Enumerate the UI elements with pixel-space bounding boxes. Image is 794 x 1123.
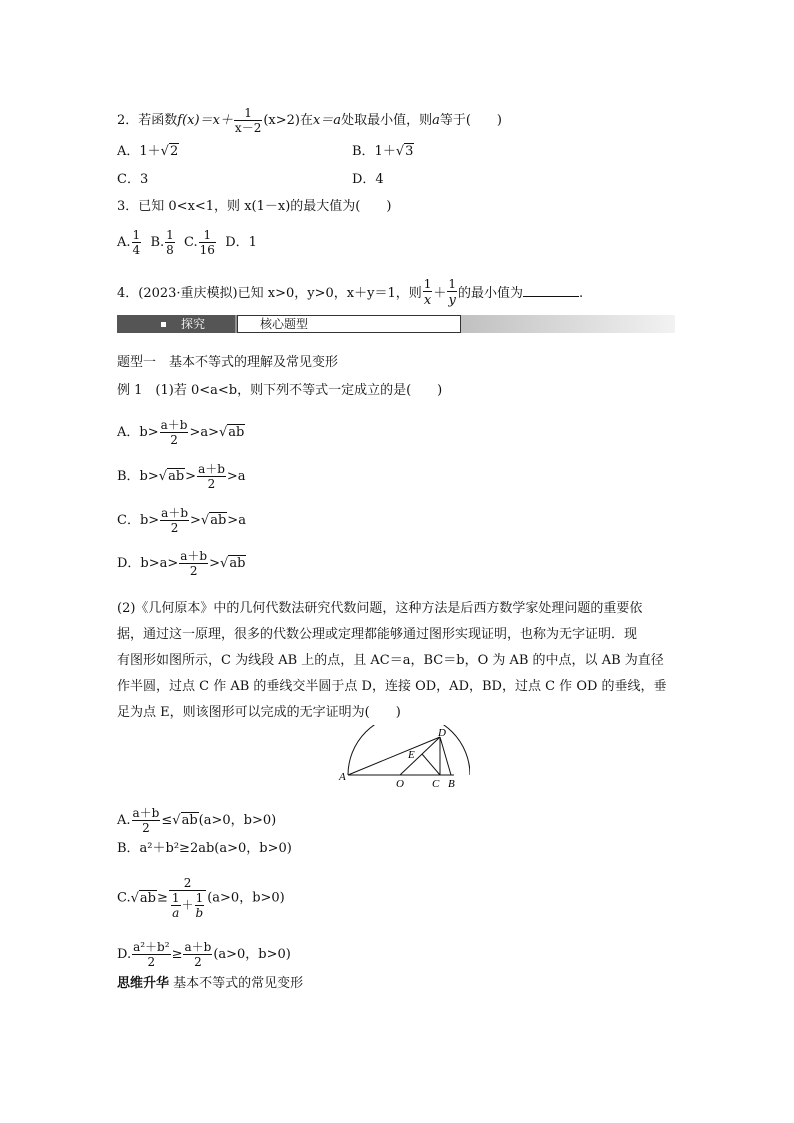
label-e: E — [408, 749, 415, 761]
q2-fraction: $\frac{1}{x-2}$ — [234, 106, 262, 135]
ex1-option-c: C．b> $\frac{a+b}{2}$ >√ab>a — [117, 506, 246, 535]
banner-title-box: 核心题型 — [237, 315, 461, 333]
ex1-2-option-a: A. $\frac{a+b}{2}$ ≤√ab(a>0，b>0) — [117, 806, 277, 835]
segment-ad — [348, 737, 440, 775]
ex1-2-line3: 有图形如图所示，C 为线段 AB 上的点，且 AC＝a，BC＝b，O 为 AB 的中点，以 AB 为直径 — [117, 653, 664, 668]
ex1-2-option-d: D. $\frac{\text{a²＋b²}}{2}$ ≥ $\frac{a+b}{2}$ (a>0，b>0) — [117, 940, 291, 969]
segment-ce — [422, 754, 440, 775]
q2-stem: 2．若函数f(x)＝x＋ $\frac{1}{x-2}$ (x>2)在x＝a处取最小值，则a等于( ) — [117, 106, 502, 135]
ex1-stem: 例 1 (1)若 0<a<b，则下列不等式一定成立的是( ) — [117, 383, 443, 398]
type1-title: 题型一 基本不等式的理解及常见变形 — [117, 355, 339, 370]
ex1-2-line5: 足为点 E，则该图形可以完成的无字证明为( ) — [117, 705, 401, 720]
ex1-2-line2: 据，通过这一原理，很多的代数公理或定理都能够通过图形实现证明，也称为无字证明．现 — [117, 627, 638, 642]
section-banner — [117, 315, 675, 333]
q2-option-c: C．3 — [117, 172, 149, 187]
ex1-2-line4: 作半圆，过点 C 作 AB 的垂线交半圆于点 D，连接 OD，AD，BD，过点 C 作 OD 的垂线，垂 — [117, 679, 667, 694]
ex1-option-b: B．b>√ab> $\frac{a+b}{2}$ >a — [117, 462, 246, 491]
ex1-option-a: A．b> $\frac{a+b}{2}$ >a>√ab — [117, 418, 245, 447]
ex1-2-option-b: B．a²＋b²≥2ab(a>0，b>0) — [117, 841, 292, 856]
summary-text: 基本不等式的常见变形 — [173, 976, 304, 991]
q3-stem: 3．已知 0<x<1，则 x(1－x)的最大值为( ) — [117, 199, 392, 214]
segment-od — [400, 737, 440, 775]
square-bullet-icon — [161, 322, 166, 327]
label-o: O — [396, 778, 404, 790]
label-c: C — [432, 778, 440, 790]
semicircle-figure — [330, 725, 470, 795]
answer-blank[interactable] — [523, 284, 579, 297]
ex1-2-line1: (2)《几何原本》中的几何代数法研究代数问题，这种方法是后西方数学家处理问题的重要依 — [117, 601, 643, 616]
label-a: A — [339, 771, 346, 783]
banner-tag: 探究 — [117, 315, 235, 333]
label-d: D — [438, 727, 446, 739]
q2-option-d: D．4 — [352, 172, 384, 187]
segment-bd — [440, 737, 451, 775]
label-b: B — [448, 778, 455, 790]
q3-options: A. $\frac{1}{4}$ B. $\frac{1}{8}$ C. $\frac{1}{16}$ D．1 — [117, 228, 257, 257]
q2-option-b: B．1＋√3 — [352, 144, 414, 159]
summary-line — [117, 975, 303, 993]
ex1-2-option-c: C.√ab≥ 2 $\frac{1}{a}+$ $\frac{1}{b}$ (a>0，b>0) — [117, 876, 285, 920]
ex1-option-d: D．b>a> $\frac{a+b}{2}$ >√ab — [117, 549, 246, 578]
summary-label: 思维升华 — [117, 976, 170, 991]
q2-option-a: A．1＋√2 — [117, 144, 179, 159]
q4-stem: 4．(2023·重庆模拟)已知 x>0，y>0，x＋y＝1，则 $\frac{1}{x}+$ $\frac{1}{y}$的最小值为 . — [117, 277, 584, 308]
